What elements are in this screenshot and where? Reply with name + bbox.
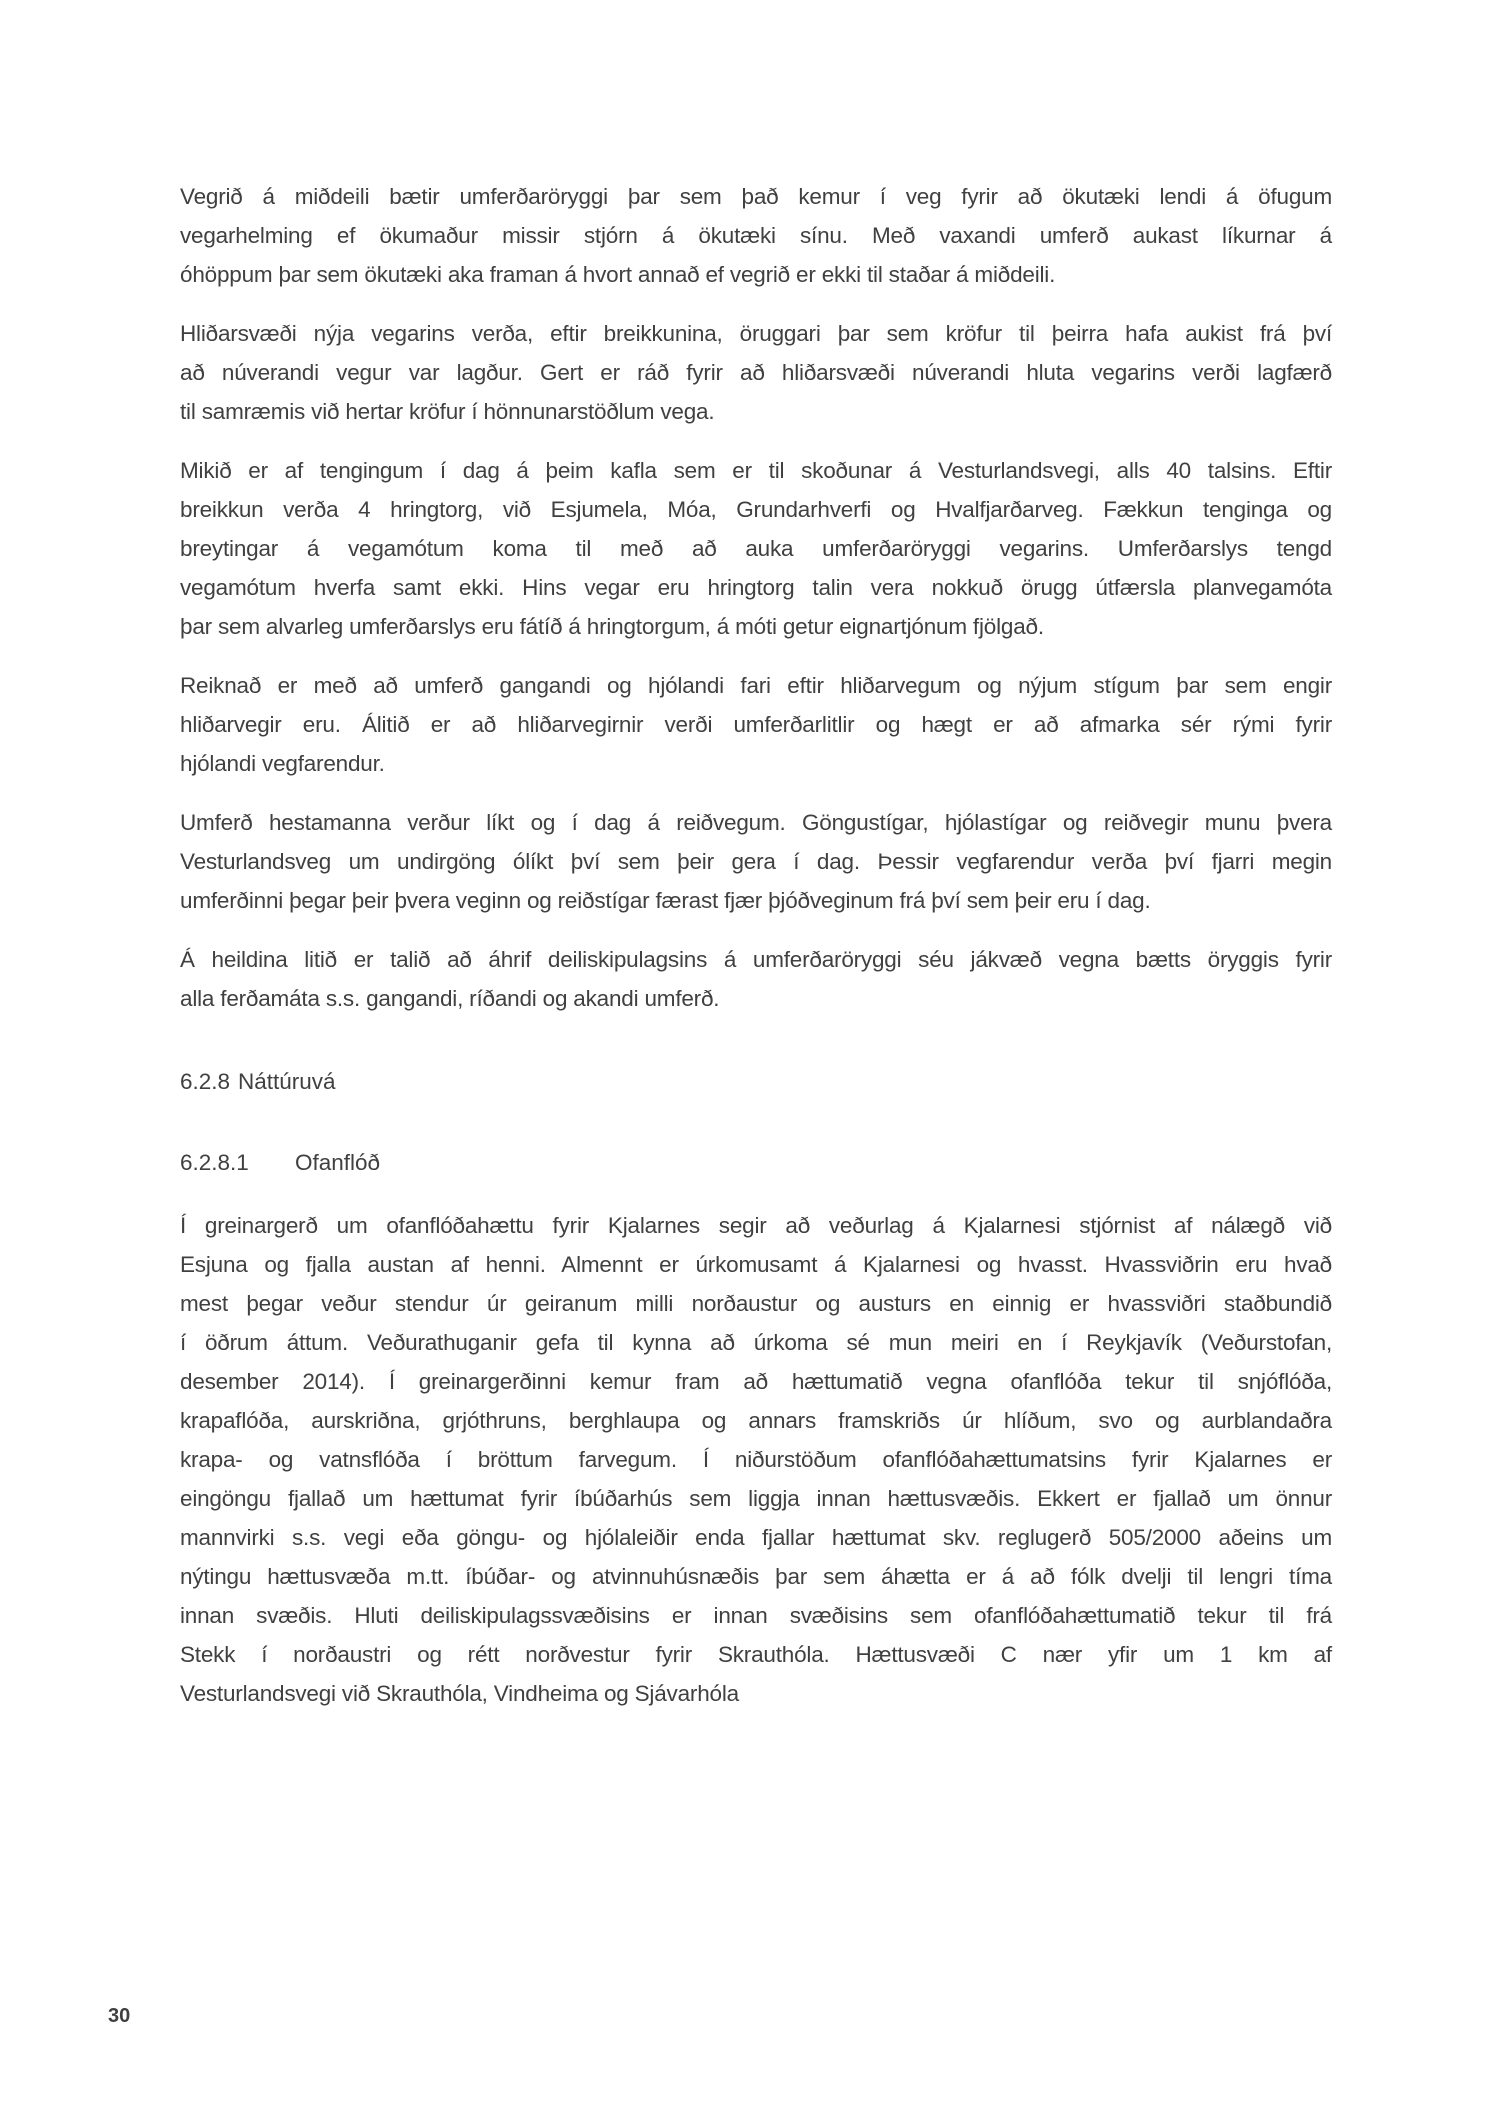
text-line: krapa- og vatnsflóða í bröttum farvegum. Í niðurstöðum ofanflóðahættumatsins fyrir Kjalarnes er	[180, 1447, 1332, 1472]
paragraph	[180, 666, 1332, 783]
text-line: mest þegar veður stendur úr geiranum milli norðaustur og austurs en einnig er hvassviðri staðbundið	[180, 1291, 1332, 1316]
text-line: óhöppum þar sem ökutæki aka framan á hvort annað ef vegrið er ekki til staðar á miðdeili.	[180, 262, 1056, 287]
text-line: Umferð hestamanna verður líkt og í dag á reiðvegum. Göngustígar, hjólastígar og reiðvegir munu þvera	[180, 810, 1332, 835]
page-body	[180, 177, 1332, 1733]
section-title: Náttúruvá	[238, 1069, 336, 1094]
paragraph	[180, 940, 1332, 1018]
text-line: Vegrið á miðdeili bætir umferðaröryggi þar sem það kemur í veg fyrir að ökutæki lendi á öfugum	[180, 184, 1332, 209]
paragraph	[180, 314, 1332, 431]
text-line: Mikið er af tengingum í dag á þeim kafla sem er til skoðunar á Vesturlandsvegi, alls 40 talsins. Eftir	[180, 458, 1332, 483]
text-line: innan svæðis. Hluti deiliskipulagssvæðisins er innan svæðisins sem ofanflóðahættumatið tekur til frá	[180, 1603, 1332, 1628]
text-line: vegarhelming ef ökumaður missir stjórn á ökutæki sínu. Með vaxandi umferð aukast líkurnar á	[180, 223, 1332, 248]
section-number: 6.2.8.1	[180, 1150, 249, 1175]
text-line: að núverandi vegur var lagður. Gert er ráð fyrir að hliðarsvæði núverandi hluta vegarins verði lagfærð	[180, 360, 1332, 385]
text-line: til samræmis við hertar kröfur í hönnunarstöðlum vega.	[180, 399, 715, 424]
text-line: nýtingu hættusvæða m.tt. íbúðar- og atvinnuhúsnæðis þar sem áhætta er á að fólk dvelji til lengri tíma	[180, 1564, 1332, 1589]
text-line: umferðinni þegar þeir þvera veginn og reiðstígar færast fjær þjóðveginum frá því sem þeir eru í dag.	[180, 888, 1151, 913]
text-line: Hliðarsvæði nýja vegarins verða, eftir breikkunina, öruggari þar sem kröfur til þeirra hafa aukist frá því	[180, 321, 1332, 346]
text-line: alla ferðamáta s.s. gangandi, ríðandi og akandi umferð.	[180, 986, 720, 1011]
text-line: mannvirki s.s. vegi eða göngu- og hjólaleiðir enda fjallar hættumat skv. reglugerð 505/2000 aðeins um	[180, 1525, 1332, 1550]
text-line: krapaflóða, aurskriðna, grjóthruns, berghlaupa og annars framskriðs úr hlíðum, svo og aurblandaðra	[180, 1408, 1332, 1433]
text-line: Esjuna og fjalla austan af henni. Almennt er úrkomusamt á Kjalarnesi og hvasst. Hvassviðrin eru hvað	[180, 1252, 1332, 1277]
paragraph-ofanflod	[180, 1206, 1332, 1713]
text-line: breikkun verða 4 hringtorg, við Esjumela, Móa, Grundarhverfi og Hvalfjarðarveg. Fækkun tenginga og	[180, 497, 1332, 522]
paragraph	[180, 177, 1332, 294]
paragraphs-traffic-safety	[180, 177, 1332, 1018]
text-line: þar sem alvarleg umferðarslys eru fátíð á hringtorgum, á móti getur eignartjónum fjölgað.	[180, 614, 1044, 639]
text-line: Í greinargerð um ofanflóðahættu fyrir Kjalarnes segir að veðurlag á Kjalarnesi stjórnist af nálægð við	[180, 1213, 1332, 1238]
text-line: hjólandi vegfarendur.	[180, 751, 385, 776]
paragraph	[180, 451, 1332, 646]
text-line: breytingar á vegamótum koma til með að auka umferðaröryggi vegarins. Umferðarslys tengd	[180, 536, 1332, 561]
section-heading-6-2-8	[180, 1062, 1332, 1101]
paragraph	[180, 803, 1332, 920]
text-line: Vesturlandsveg um undirgöng ólíkt því sem þeir gera í dag. Þessir vegfarendur verða því fjarri megin	[180, 849, 1332, 874]
section-heading-6-2-8-1	[180, 1143, 1332, 1182]
text-line: desember 2014). Í greinargerðinni kemur fram að hættumatið vegna ofanflóða tekur til snjóflóða,	[180, 1369, 1332, 1394]
text-line: vegamótum hverfa samt ekki. Hins vegar eru hringtorg talin vera nokkuð örugg útfærsla planvegamóta	[180, 575, 1332, 600]
text-line: Vesturlandsvegi við Skrauthóla, Vindheima og Sjávarhóla	[180, 1681, 739, 1706]
text-line: í öðrum áttum. Veðurathuganir gefa til kynna að úrkoma sé mun meiri en í Reykjavík (Veðurstofan,	[180, 1330, 1332, 1355]
section-number: 6.2.8	[180, 1069, 231, 1094]
text-line: hliðarvegir eru. Álitið er að hliðarvegirnir verði umferðarlitlir og hægt er að afmarka sér rými fyrir	[180, 712, 1332, 737]
text-line: Stekk í norðaustri og rétt norðvestur fyrir Skrauthóla. Hættusvæði C nær yfir um 1 km af	[180, 1642, 1332, 1667]
text-line: Á heildina litið er talið að áhrif deiliskipulagsins á umferðaröryggi séu jákvæð vegna bætts öryggis fyrir	[180, 947, 1332, 972]
text-line: Reiknað er með að umferð gangandi og hjólandi fari eftir hliðarvegum og nýjum stígum þar sem engir	[180, 673, 1332, 698]
page-number: 30	[108, 2005, 131, 2027]
text-line: eingöngu fjallað um hættumat fyrir íbúðarhús sem liggja innan hættusvæðis. Ekkert er fjallað um önnur	[180, 1486, 1332, 1511]
section-title: Ofanflóð	[295, 1150, 381, 1175]
